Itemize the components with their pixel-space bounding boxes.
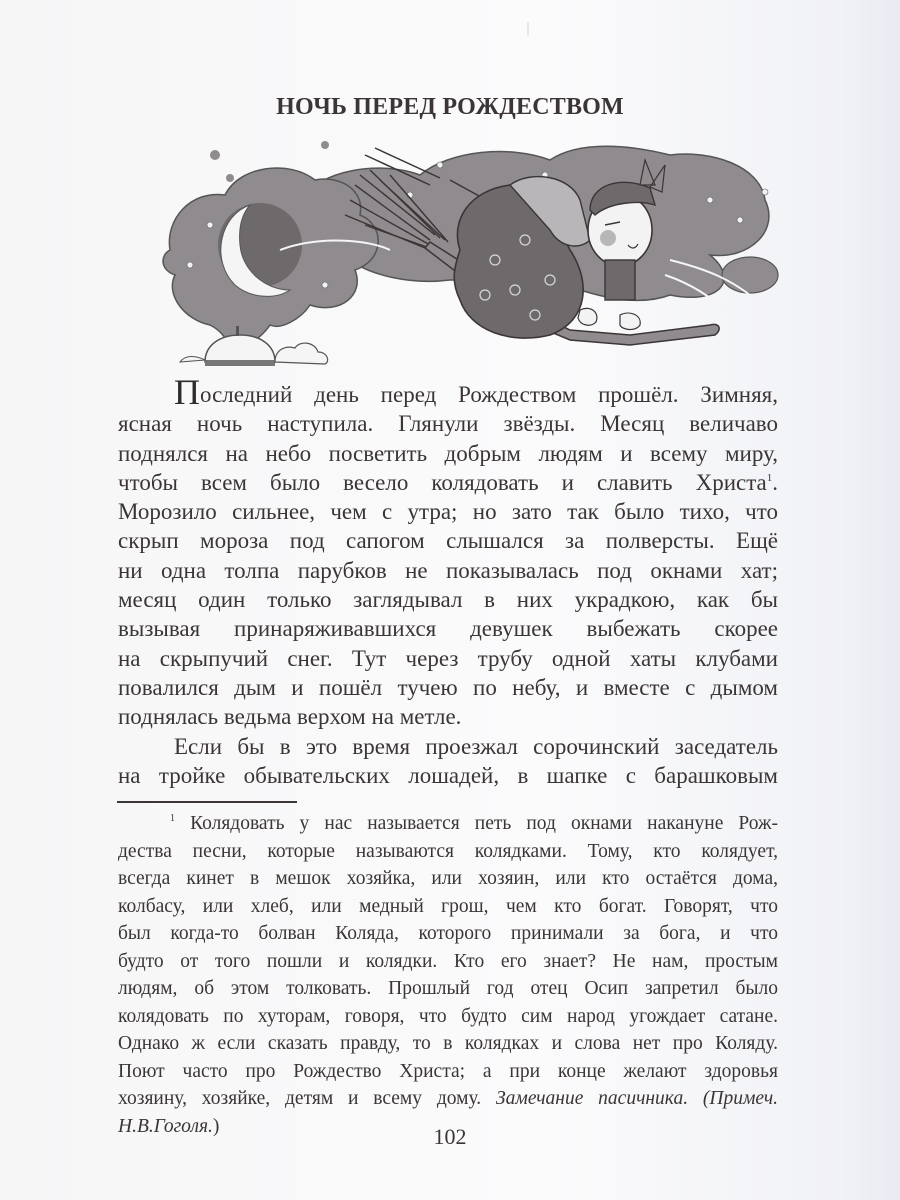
footnote xyxy=(118,810,778,1140)
footnote-line: всегда кинет в мешок хозяйка, или хозяин, или кто остаётся дома, xyxy=(118,868,778,889)
witch-illustration xyxy=(150,130,790,385)
chapter-title: НОЧЬ ПЕРЕД РОЖДЕСТВОМ xyxy=(276,94,624,120)
text-line: на тройке обывательских лошадей, в шапке с барашковым xyxy=(118,762,778,788)
text-line: повалился дым и пошёл тучею по небу, и вместе с дымом xyxy=(118,674,778,700)
dropcap-letter: П xyxy=(174,372,200,412)
text-line: чтобы всем было весело колядовать и славить Христа$^1$. xyxy=(118,469,778,495)
footnote-line: будто от того пошли и колядки. Кто его знает? Не нам, простым xyxy=(118,950,778,972)
footnote-marker: 1 xyxy=(170,813,175,824)
text-line: скрып мороза под сапогом слышался за полверсты. Ещё xyxy=(118,528,778,554)
text-line: месяц один только заглядывал в них украдкою, как бы xyxy=(118,587,778,613)
footnote-line: колбасу, или хлеб, или медный грош, чем кто богат. Говорят, что xyxy=(118,895,778,917)
author-note-italic: Замечание пасичника. (Примеч. xyxy=(495,1088,778,1109)
footnote-line: Поют часто про Рождество Христа; а при конце желают здоровья xyxy=(118,1060,778,1082)
footnote-line: Однако ж если сказать правду, то в колядках и слова нет про Коляду. xyxy=(118,1033,778,1054)
text-line: ясная ночь наступила. Глянули звёзды. Месяц величаво xyxy=(118,411,778,437)
text-line: Последний день перед Рождеством прошёл. Зимняя, xyxy=(174,372,778,412)
text-line: на скрыпучий снег. Тут через трубу одной хаты клубами xyxy=(118,645,778,671)
text-line: Морозило сильнее, чем с утра; но зато так было тихо, что xyxy=(118,499,778,525)
text-line: вызывая принаряживавшихся девушек выбежать скорее xyxy=(118,616,778,642)
footnote-line: $^1$ Колядовать у нас называется петь под окнами накануне Рож- xyxy=(170,813,779,834)
hut-icon xyxy=(205,335,275,362)
page-number: 102 xyxy=(433,1124,467,1149)
footnote-line: людям, об этом толковать. Прошлый год отец Осип запретил было xyxy=(118,978,778,999)
smoke-puff-icon xyxy=(722,257,778,293)
text-line: поднялся на небо посветить добрым людям и всему миру, xyxy=(118,440,778,466)
story-text xyxy=(118,372,778,790)
bleed-through-mark xyxy=(527,22,529,36)
footnote-line: был когда-то болван Коляда, которого принимали за бога, и что xyxy=(118,923,778,944)
footnote-line: дества песни, которые называются колядками. Тому, кто колядует, xyxy=(118,840,778,862)
author-name-italic: Н.В.Гоголя. xyxy=(118,1115,213,1137)
snowdrift-icon xyxy=(275,343,328,364)
text-line: ни одна толпа парубков не показывалась под окнами хат; xyxy=(118,557,778,583)
footnote-line: колядовать по хуторам, говоря, что будто сим народ угождает сатане. xyxy=(118,1005,778,1027)
footnote-line: хозяину, хозяйке, детям и всему дому. Замечание пасичника. (Примеч. xyxy=(118,1088,778,1109)
footnote-divider xyxy=(117,801,297,803)
footnote-line: Н.В.Гоголя.) xyxy=(118,1115,220,1137)
text-line: Если бы в это время проезжал сорочинский заседатель xyxy=(174,733,778,759)
footnote-reference[interactable]: 1 xyxy=(766,471,773,484)
text-line: поднялась ведьма верхом на метле. xyxy=(118,704,462,730)
